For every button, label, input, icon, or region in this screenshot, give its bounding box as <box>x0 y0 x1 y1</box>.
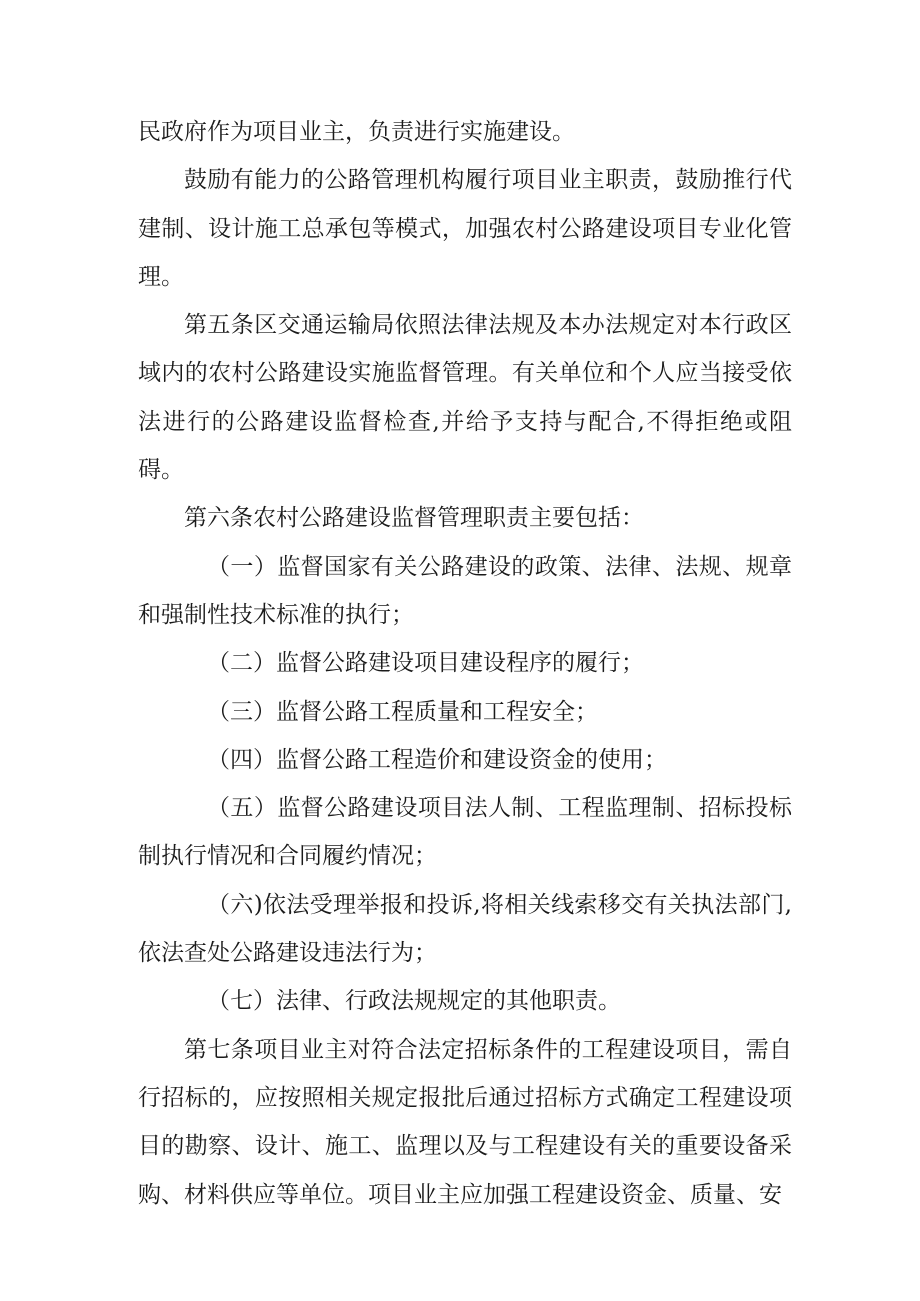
list-item-1: （一）监督国家有关公路建设的政策、法律、法规、规章和强制性技术标准的执行； <box>138 553 792 628</box>
paragraph-article-6: 第六条农村公路建设监督管理职责主要包括： <box>184 505 644 532</box>
list-item-6: （六)依法受理举报和投诉,将相关线索移交有关执法部门,依法查处公路建设违法行为； <box>138 891 792 967</box>
list-item-2: （二）监督公路建设项目建设程序的履行； <box>207 650 644 677</box>
paragraph-article-5: 第五条区交通运输局依照法律法规及本办法规定对本行政区域内的农村公路建设实施监督管理。有关单位和个人应当接受依法进行的公路建设监督检查,并给予支持与配合,不得拒绝或阻碍。 <box>138 312 792 484</box>
paragraph-continuation: 民政府作为项目业主，负责进行实施建设。 <box>138 119 575 145</box>
document-page <box>138 108 792 1219</box>
list-item-4: （四）监督公路工程造价和建设资金的使用； <box>207 746 667 773</box>
paragraph-encourage: 鼓励有能力的公路管理机构履行项目业主职责，鼓励推行代建制、设计施工总承包等模式，加强农村公路建设项目专业化管理。 <box>138 167 792 290</box>
list-item-5: （五）监督公路建设项目法人制、工程监理制、招标投标制执行情况和合同履约情况； <box>138 795 792 870</box>
list-item-7: （七）法律、行政法规规定的其他职责。 <box>207 988 621 1015</box>
list-item-3: （三）监督公路工程质量和工程安全； <box>207 698 598 725</box>
paragraph-article-7: 第七条项目业主对符合法定招标条件的工程建设项目，需自行招标的，应按照相关规定报批后通过招标方式确定工程建设项目的勘察、设计、施工、监理以及与工程建设有关的重要设备采购、材料供应等单位。项目业主应加强工程建设资金、质量、安 <box>138 1036 792 1208</box>
